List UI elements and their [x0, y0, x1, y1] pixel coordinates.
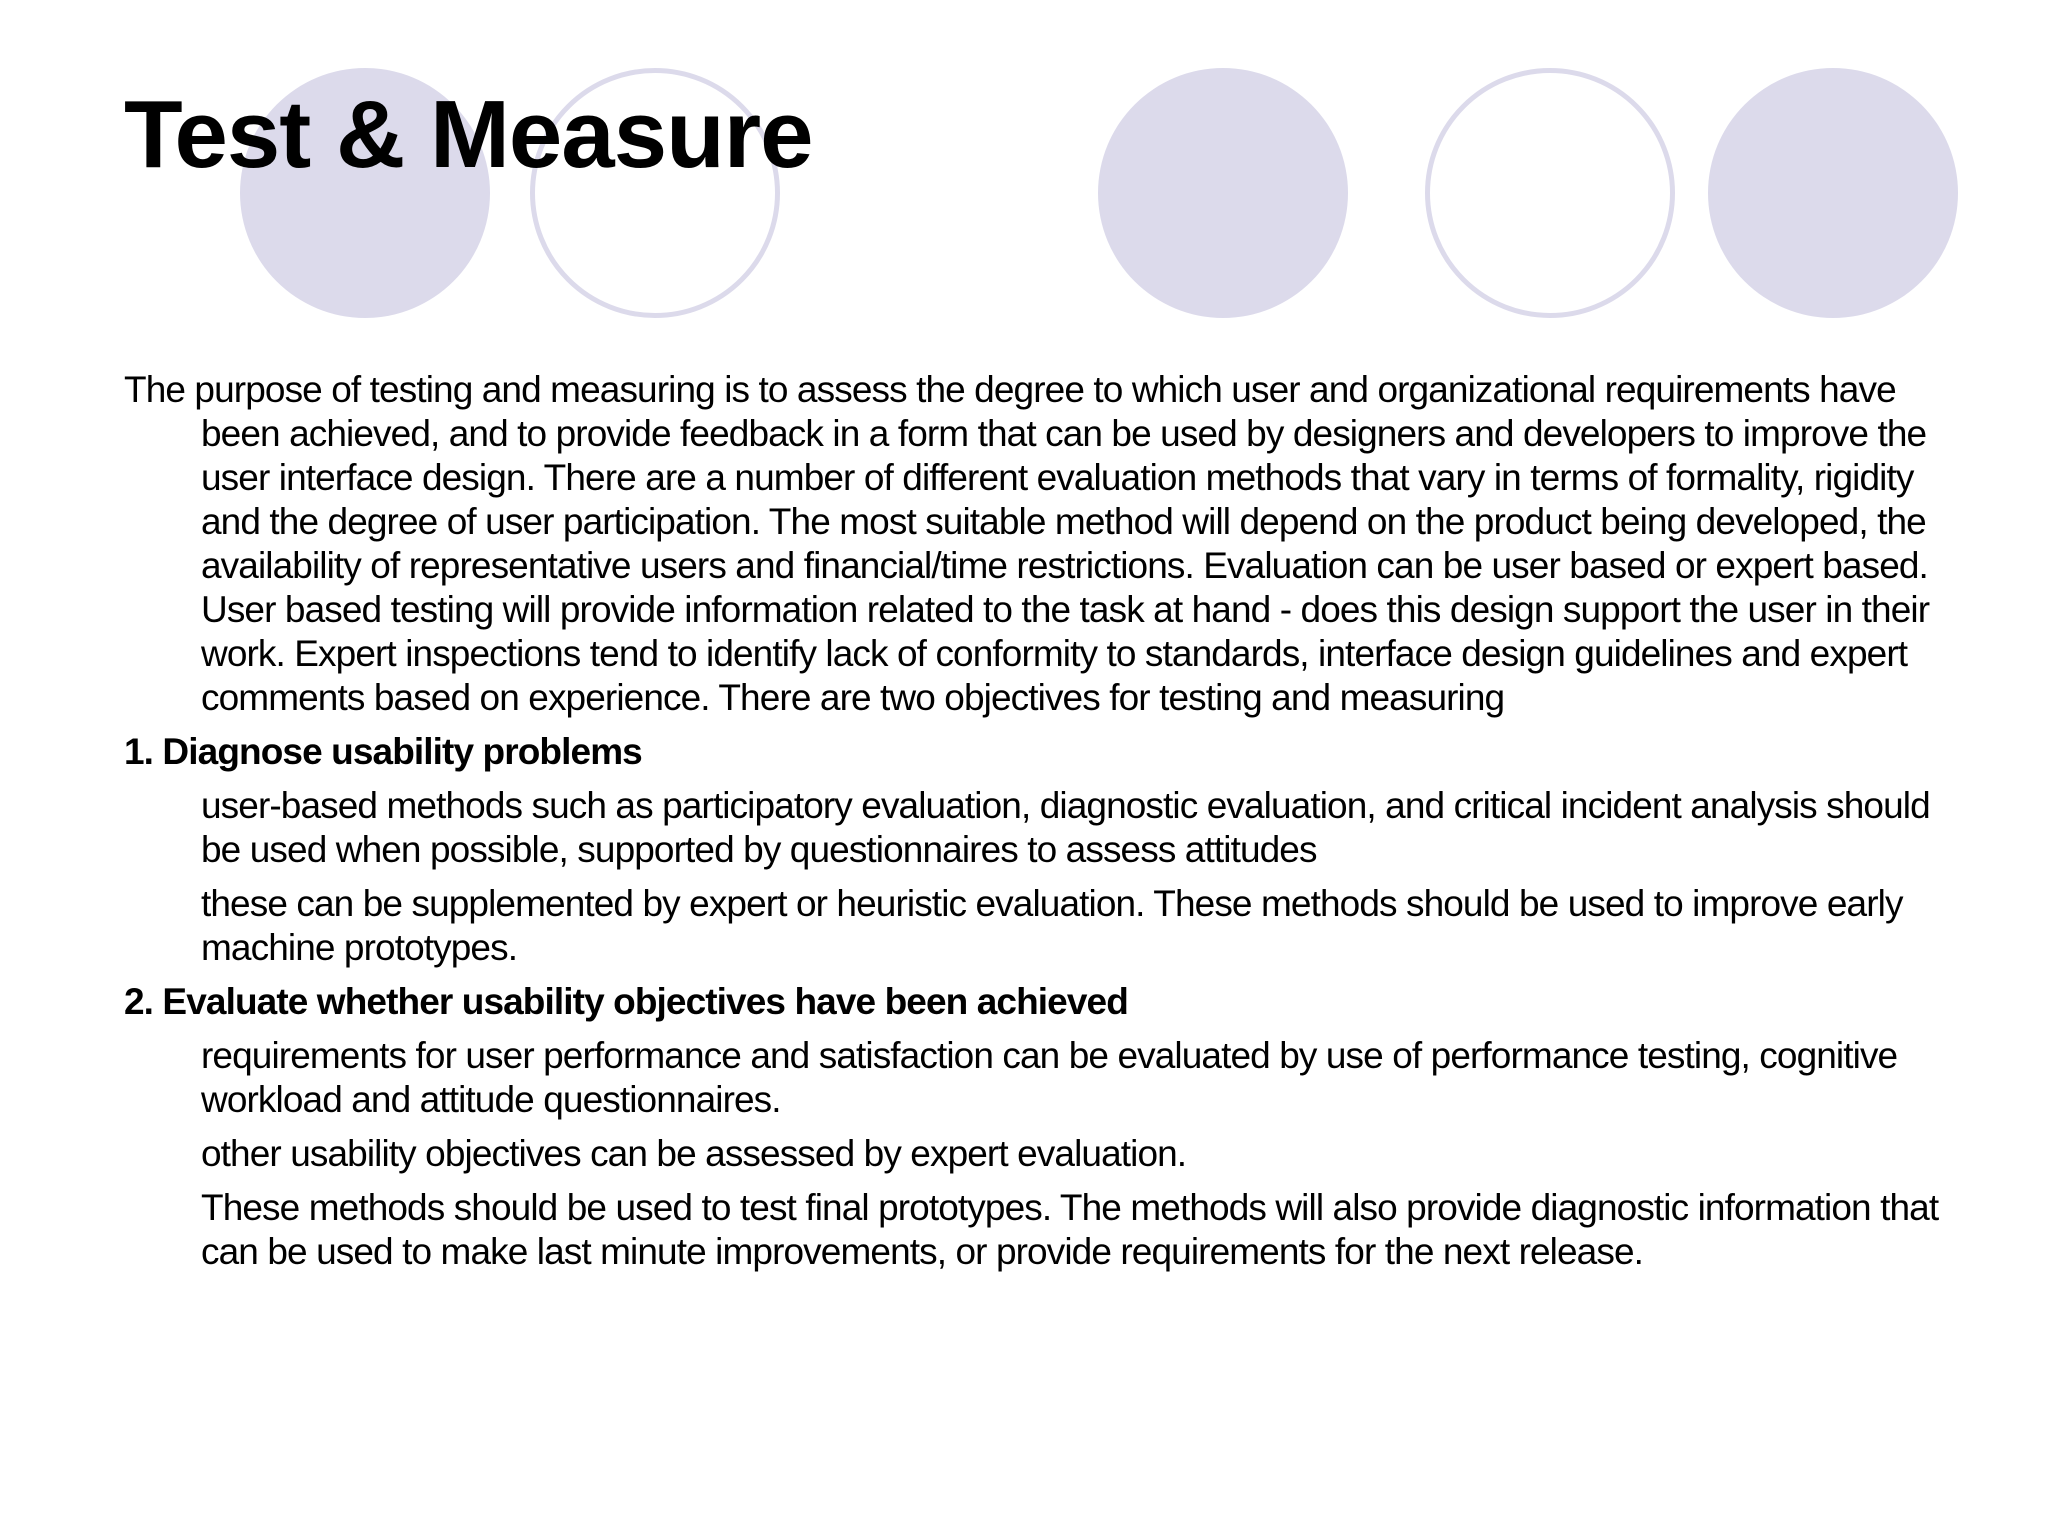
decorative-circle-4 [1425, 68, 1675, 318]
decorative-circle-3 [1098, 68, 1348, 318]
slide-body [124, 368, 1954, 1274]
decorative-circle-5 [1708, 68, 1958, 318]
objective-1-heading: 1. Diagnose usability problems [124, 731, 642, 772]
objective-2-heading: 2. Evaluate whether usability objectives have been achieved [124, 981, 1128, 1022]
objective-2-point-3: These methods should be used to test final prototypes. The methods will also provide diagnostic information that can be used to make last minute improvements, or provide requirements for the next release. [201, 1187, 1939, 1272]
objective-1-point-1: user-based methods such as participatory evaluation, diagnostic evaluation, and critical incident analysis should be used when possible, supported by questionnaires to assess attitudes [201, 785, 1930, 870]
objective-2-point-1: requirements for user performance and satisfaction can be evaluated by use of performance testing, cognitive workload and attitude questionnaires. [201, 1035, 1898, 1120]
objective-1-point-2: these can be supplemented by expert or heuristic evaluation. These methods should be used to improve early machine prototypes. [201, 883, 1903, 968]
slide-title: Test & Measure [124, 81, 813, 188]
intro-paragraph: The purpose of testing and measuring is to assess the degree to which user and organizational requirements have been achieved, and to provide feedback in a form that can be used by designers and developers to improve the user interface design. There are a number of different evaluation methods that vary in terms of formality, rigidity and the degree of user participation. The most suitable method will depend on the product being developed, the availability of representative users and financial/time restrictions. Evaluation can be user based or expert based. User based testing will provide information related to the task at hand - does this design support the user in their work. Expert inspections tend to identify lack of conformity to standards, interface design guidelines and expert comments based on experience. There are two objectives for testing and measuring [124, 369, 1930, 718]
objective-2-point-2: other usability objectives can be assessed by expert evaluation. [201, 1133, 1187, 1174]
